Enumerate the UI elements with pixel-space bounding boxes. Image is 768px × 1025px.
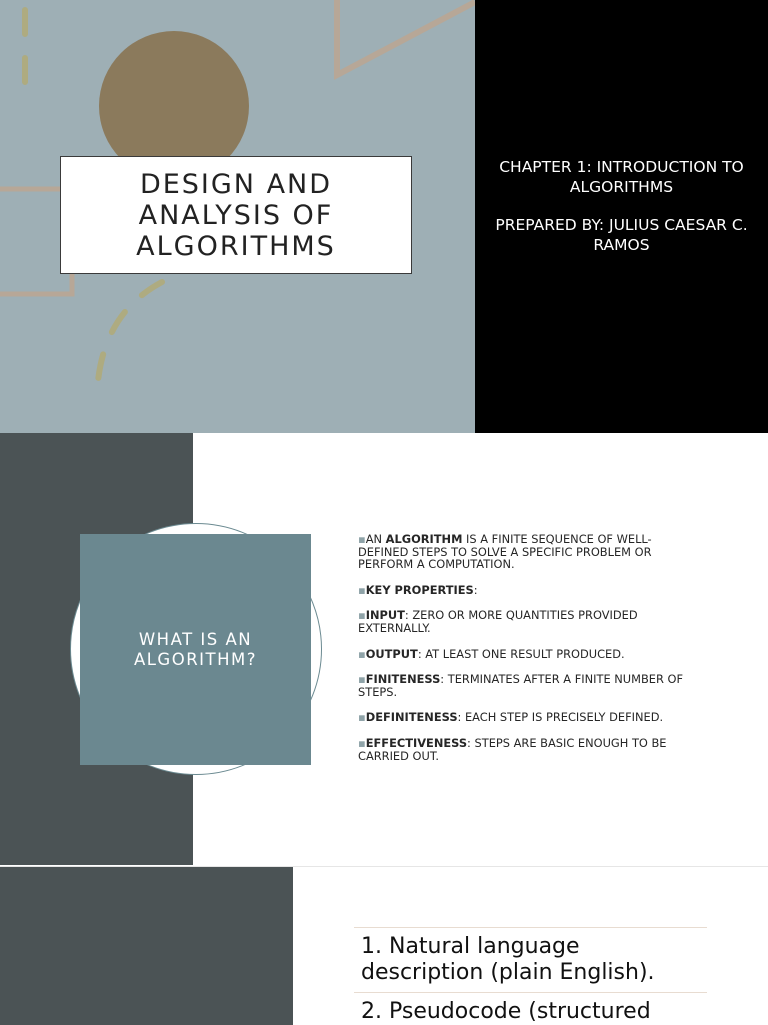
bullet-item: ▪INPUT: ZERO OR MORE QUANTITIES PROVIDED EXTERNALLY. [358,608,638,635]
left-band [0,867,293,1025]
subtitle [475,158,768,255]
bullet-marker-icon: ▪ [358,710,366,725]
heading-square [80,534,311,765]
bullet-item: ▪DEFINITENESS: EACH STEP IS PRECISELY DEFINED. [358,710,664,725]
bullet-item: ▪OUTPUT: AT LEAST ONE RESULT PRODUCED. [358,646,625,661]
slide-title: DESIGN AND ANALYSIS OF ALGORITHMS [136,168,336,262]
chapter-label: CHAPTER 1: INTRODUCTION TO ALGORITHMS [499,158,744,196]
bullet-marker-icon: ▪ [358,672,366,687]
numbered-list [354,927,707,1025]
title-slide [0,0,768,433]
decorative-dashes-curve [97,282,162,395]
slide-heading: WHAT IS AN ALGORITHM? [133,629,258,669]
bullet-marker-icon: ▪ [358,608,366,623]
subtitle-panel [475,0,768,433]
list-item: 2. Pseudocode (structured [354,992,707,1025]
bullet-list [358,533,688,775]
bullet-item: ▪FINITENESS: TERMINATES AFTER A FINITE NUMBER OF STEPS. [358,672,684,699]
bullet-marker-icon: ▪ [358,532,366,546]
bullet-marker-icon: ▪ [358,735,366,750]
bullet-item: ▪AN ALGORITHM IS A FINITE SEQUENCE OF WELL-DEFINED STEPS TO SOLVE A SPECIFIC PROBLEM OR PERFORM A COMPUTATION. [358,532,652,572]
author-label: PREPARED BY: JULIUS CAESAR C. RAMOS [495,216,748,254]
definition-slide [0,433,768,865]
bullet-marker-icon: ▪ [358,646,366,661]
representation-slide [0,866,768,1025]
decorative-triangle [337,0,475,75]
bullet-item: ▪KEY PROPERTIES: [358,582,478,597]
bullet-item: ▪EFFECTIVENESS: STEPS ARE BASIC ENOUGH TO BE CARRIED OUT. [358,735,667,763]
list-item: 1. Natural language description (plain English). [354,927,707,992]
bullet-marker-icon: ▪ [358,582,366,597]
title-box [60,156,412,274]
